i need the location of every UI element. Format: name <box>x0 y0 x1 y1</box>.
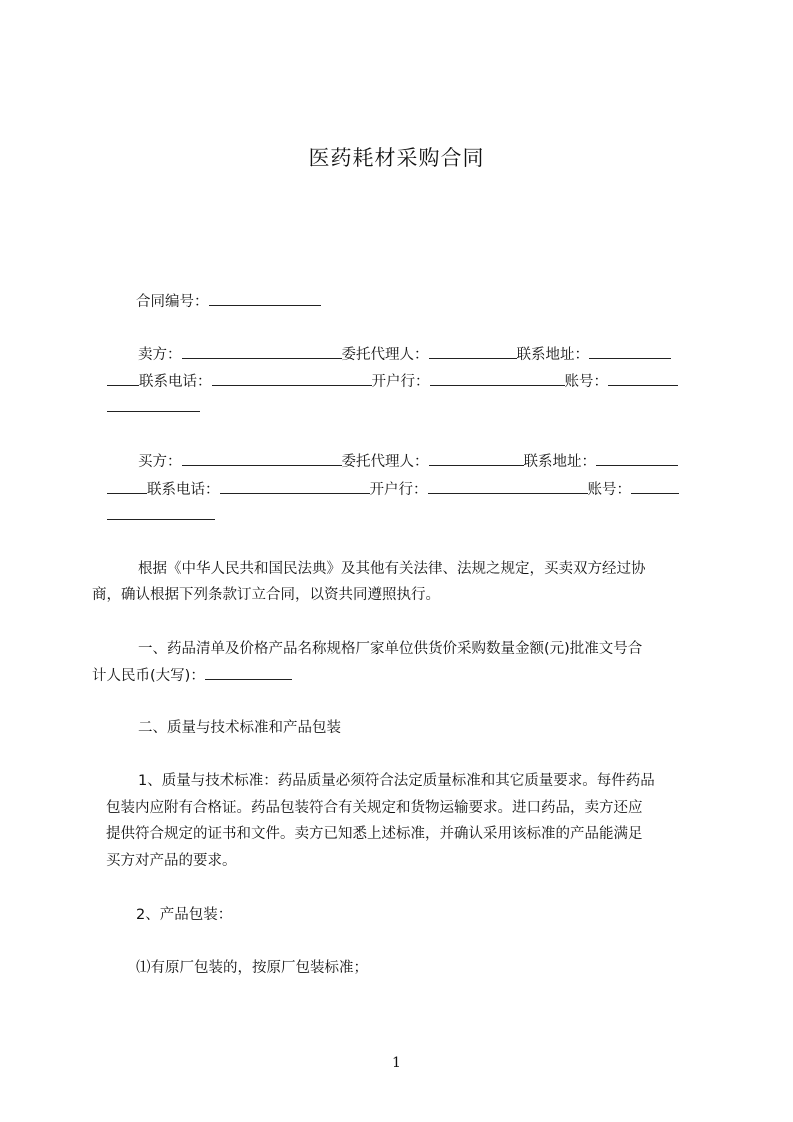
seller-label: 卖方： <box>138 347 182 363</box>
seller-line-3 <box>107 398 200 418</box>
buyer-address-blank <box>596 452 678 466</box>
intro-line-1: 根据《中华人民共和国民法典》及其他有关法律、法规之规定，买卖双方经过协 <box>138 561 646 577</box>
buyer-phone-blank <box>220 480 370 494</box>
buyer-agent-label: 委托代理人： <box>341 454 429 470</box>
buyer-account-blank-cont <box>107 506 215 520</box>
total-rmb-blank <box>205 666 292 680</box>
section1-line-1: 一、药品清单及价格产品名称规格厂家单位供货价采购数量金额(元)批准文号合 <box>138 641 643 657</box>
seller-account-blank <box>608 372 678 386</box>
buyer-address-blank-cont <box>107 480 147 494</box>
seller-agent-blank <box>429 345 517 359</box>
section1-line-2 <box>92 666 292 686</box>
buyer-address-label: 联系地址： <box>523 454 596 470</box>
section2-1-line-2: 包装内应附有合格证。药品包装符合有关规定和货物运输要求。进口药品，卖方还应 <box>106 800 643 816</box>
total-rmb-label: 计人民币(大写)： <box>92 668 205 684</box>
section2-heading: 二、质量与技术标准和产品包装 <box>138 720 341 736</box>
seller-bank-label: 开户行： <box>371 374 430 390</box>
seller-phone-label: 联系电话： <box>139 374 212 390</box>
seller-name-blank <box>182 345 342 359</box>
contract-number-label: 合同编号： <box>136 294 209 310</box>
buyer-name-blank <box>182 452 342 466</box>
section2-1-line-3: 提供符合规定的证书和文件。卖方已知悉上述标准，并确认采用该标准的产品能满足 <box>106 826 643 842</box>
document-title: 医药耗材采购合同 <box>308 146 485 170</box>
section2-2-item-1: ⑴有原厂包装的，按原厂包装标准； <box>136 960 368 976</box>
seller-line-2 <box>107 372 678 392</box>
seller-bank-blank <box>430 372 565 386</box>
buyer-agent-blank <box>429 452 524 466</box>
page-number: 1 <box>392 1055 401 1071</box>
buyer-line-3 <box>107 506 215 526</box>
section2-2-heading: 2、产品包装： <box>136 907 233 923</box>
seller-line-1 <box>138 345 671 365</box>
intro-line-2: 商，确认根据下列条款订立合同，以资共同遵照执行。 <box>92 587 440 603</box>
seller-agent-label: 委托代理人： <box>341 347 429 363</box>
seller-address-label: 联系地址： <box>516 347 589 363</box>
buyer-phone-label: 联系电话： <box>147 482 220 498</box>
section2-1-line-1: 1、质量与技术标准：药品质量必须符合法定质量标准和其它质量要求。每件药品 <box>138 773 655 789</box>
buyer-bank-blank <box>428 480 588 494</box>
seller-phone-blank <box>212 372 372 386</box>
seller-account-label: 账号： <box>564 374 608 390</box>
seller-address-blank <box>589 345 671 359</box>
contract-number-line <box>136 292 321 312</box>
seller-address-blank-cont <box>107 372 139 386</box>
buyer-line-2 <box>107 480 679 500</box>
section2-1-line-4: 买方对产品的要求。 <box>106 853 237 869</box>
buyer-account-blank <box>631 480 679 494</box>
seller-account-blank-cont <box>107 398 200 412</box>
buyer-label: 买方： <box>138 454 182 470</box>
buyer-bank-label: 开户行： <box>369 482 428 498</box>
buyer-line-1 <box>138 452 678 472</box>
buyer-account-label: 账号： <box>587 482 631 498</box>
contract-number-blank <box>209 292 321 306</box>
